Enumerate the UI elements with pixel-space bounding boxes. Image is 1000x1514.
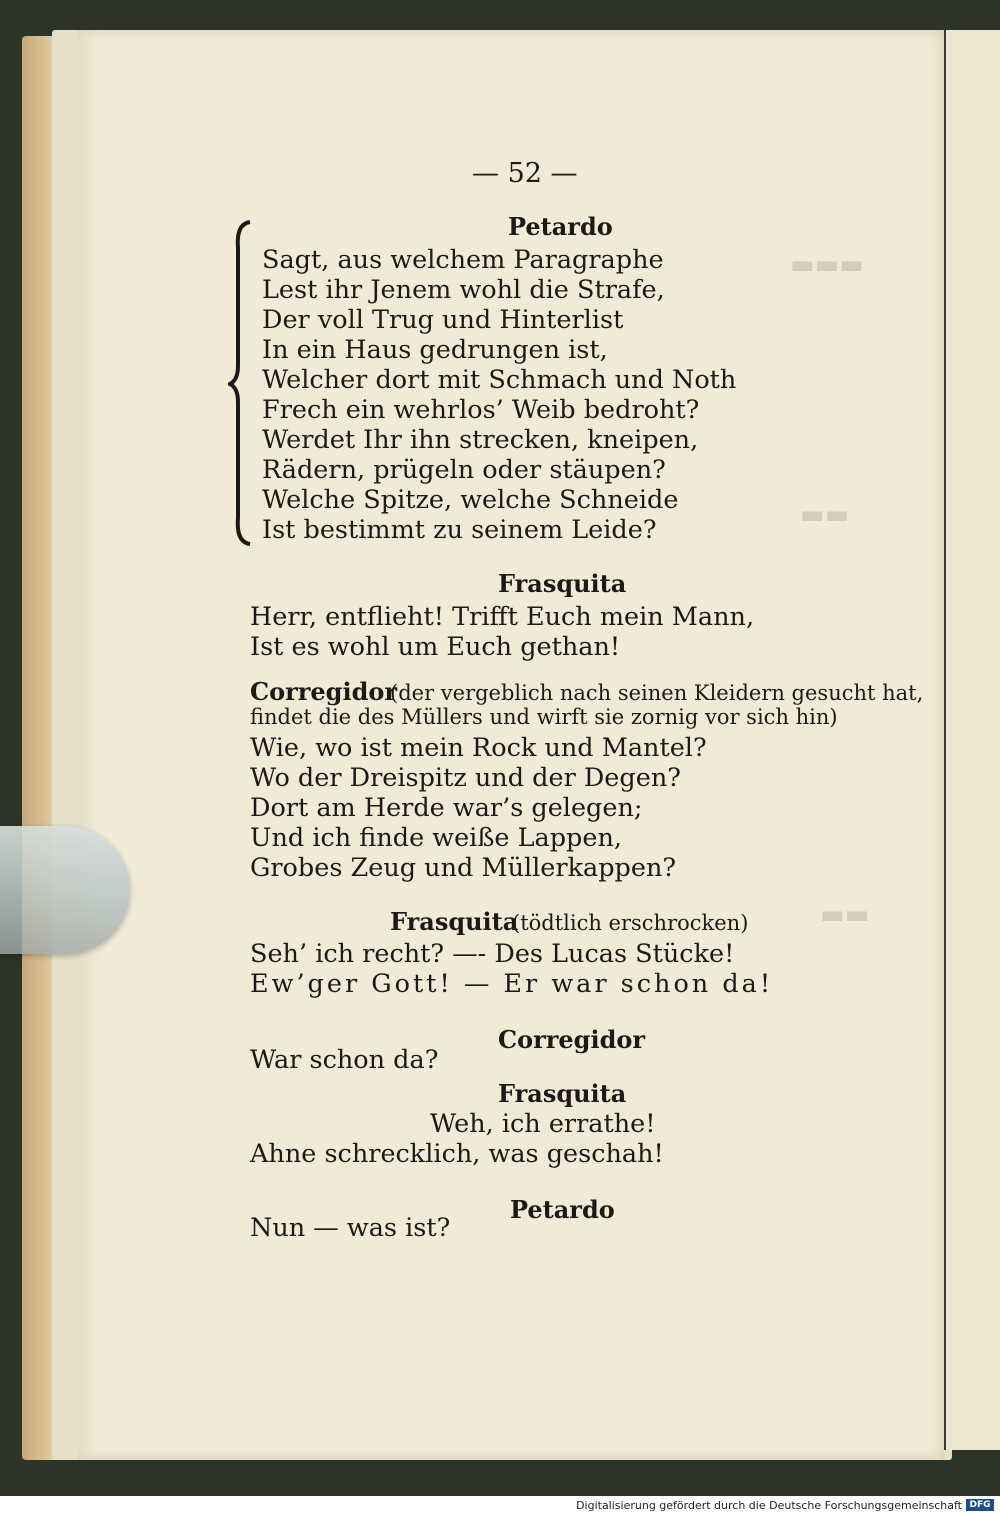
show-through-shading: ▬▬: [820, 900, 870, 930]
verse-line: Seh’ ich recht? —- Des Lucas Stücke!: [250, 939, 735, 969]
verse-line: Der voll Trug und Hinterlist: [262, 305, 624, 335]
speaker-name: Petardo: [508, 212, 613, 241]
verse-line: Lest ihr Jenem wohl die Strafe,: [262, 275, 665, 305]
verse-line: Grobes Zeug und Müllerkappen?: [250, 853, 677, 883]
verse-line: Weh, ich errathe!: [430, 1109, 656, 1139]
speaker-name: Frasquita: [498, 569, 627, 598]
dfg-logo: DFG: [966, 1499, 994, 1511]
verse-line: Wo der Dreispitz und der Degen?: [250, 763, 681, 793]
scanner-finger: [0, 826, 130, 954]
verse-line: In ein Haus gedrungen ist,: [262, 335, 608, 365]
verse-line: Ist bestimmt zu seinem Leide?: [262, 515, 657, 545]
verse-line: Rädern, prügeln oder stäupen?: [262, 455, 666, 485]
verse-line: Ist es wohl um Euch gethan!: [250, 632, 621, 662]
speaker-name: Frasquita: [498, 1079, 627, 1108]
stage-direction: (der vergeblich nach seinen Kleidern gesucht hat,: [390, 681, 924, 705]
verse-line: Herr, entflieht! Trifft Euch mein Mann,: [250, 602, 755, 632]
verse-line: Welcher dort mit Schmach und Noth: [262, 365, 737, 395]
show-through-shading: ▬▬: [800, 500, 850, 530]
verse-line: Sagt, aus welchem Paragraphe: [262, 245, 664, 275]
verse-line: Und ich finde weiße Lappen,: [250, 823, 622, 853]
verse-line: Wie, wo ist mein Rock und Mantel?: [250, 733, 707, 763]
verse-line: Welche Spitze, welche Schneide: [262, 485, 679, 515]
facing-page-edge: [944, 30, 1000, 1450]
verse-line: Werdet Ihr ihn strecken, kneipen,: [262, 425, 699, 455]
show-through-shading: ▬▬▬: [790, 250, 864, 280]
speaker-name: Corregidor: [250, 677, 397, 706]
verse-line: Frech ein wehrlos’ Weib bedroht?: [262, 395, 700, 425]
footer-credit: Digitalisierung gefördert durch die Deutsche Forschungsgemeinschaft: [576, 1499, 962, 1512]
verse-line: War schon da?: [250, 1045, 439, 1075]
verse-line: Dort am Herde war’s gelegen;: [250, 793, 643, 823]
speaker-name: Corregidor: [498, 1025, 645, 1054]
stage-direction: findet die des Müllers und wirft sie zornig vor sich hin): [250, 705, 838, 729]
verse-brace: [228, 218, 254, 548]
stage-direction: (tödtlich erschrocken): [512, 911, 749, 935]
page-number: — 52 —: [472, 158, 578, 189]
verse-line: Ahne schrecklich, was geschah!: [250, 1139, 664, 1169]
verse-line: Ew’ger Gott! — Er war schon da!: [250, 969, 774, 999]
verse-line: Nun — was ist?: [250, 1213, 451, 1243]
speaker-name: Frasquita: [390, 907, 519, 936]
speaker-name: Petardo: [510, 1195, 615, 1224]
